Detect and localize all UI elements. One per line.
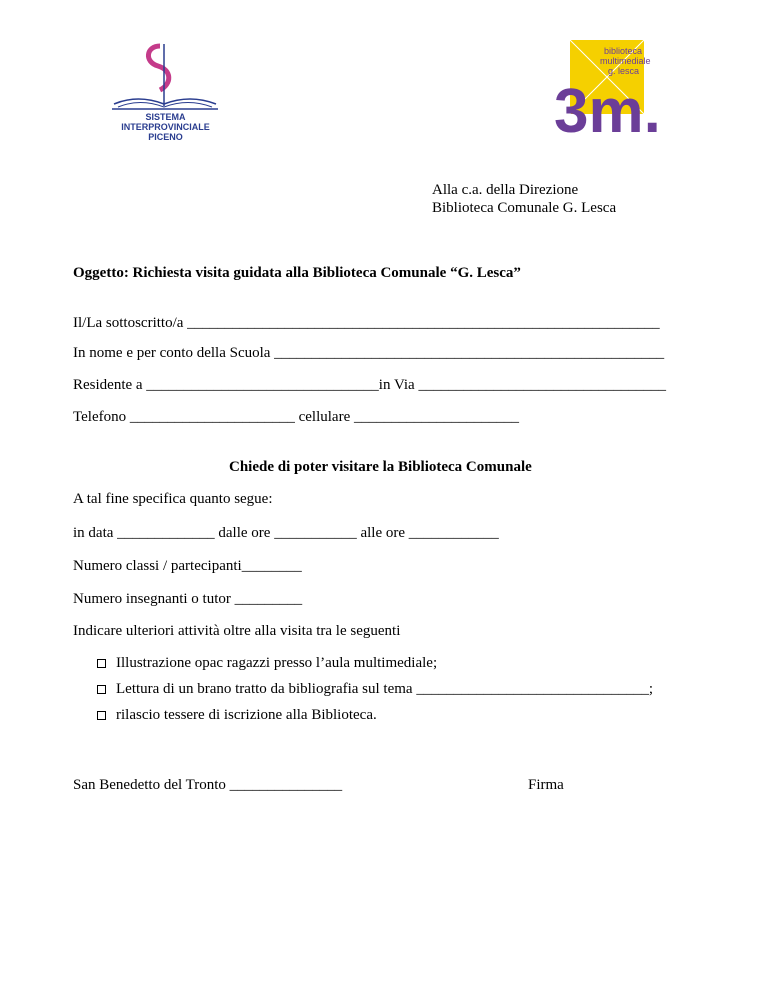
activities-list — [97, 654, 653, 724]
logo-left-line1: SISTEMA — [145, 112, 186, 122]
checkbox-opac[interactable] — [97, 659, 106, 668]
logo-right-text2: multimediale — [600, 56, 651, 66]
insegnanti-field[interactable]: Numero insegnanti o tutor _________ — [73, 591, 303, 607]
activity-label: Lettura di un brano tratto da bibliografia sul tema _______________________________; — [116, 681, 653, 697]
sottoscritto-field[interactable]: Il/La sottoscritto/a _______________________________________________________________ — [73, 315, 660, 331]
s-book-logo-icon — [108, 40, 223, 112]
residente-field[interactable]: Residente a _______________________________in Via _________________________________ — [73, 377, 666, 393]
place-date-field[interactable]: San Benedetto del Tronto _______________ — [73, 777, 343, 793]
activity-label: rilascio tessere di iscrizione alla Biblioteca. — [116, 707, 377, 723]
intro-text: A tal fine specifica quanto segue: — [73, 491, 273, 507]
list-item — [97, 680, 653, 698]
activities-intro: Indicare ulteriori attività oltre alla visita tra le seguenti — [73, 623, 401, 639]
logo-left-line2: INTERPROVINCIALE — [121, 122, 210, 132]
request-heading: Chiede di poter visitare la Biblioteca Comunale — [229, 459, 532, 475]
logo-right-text1: biblioteca — [604, 46, 643, 56]
signature-label: Firma — [528, 777, 564, 793]
telefono-field[interactable]: Telefono ______________________ cellulare ______________________ — [73, 409, 519, 425]
address-line1: Alla c.a. della Direzione — [432, 182, 579, 198]
logo-right-text3: g. lesca — [608, 66, 640, 76]
logo-right-mark: 3m. — [554, 77, 661, 138]
subject-line: Oggetto: Richiesta visita guidata alla Biblioteca Comunale “G. Lesca” — [73, 265, 521, 281]
sistema-interprovinciale-logo — [108, 40, 223, 152]
checkbox-tessere[interactable] — [97, 711, 106, 720]
address-line2: Biblioteca Comunale G. Lesca — [432, 200, 617, 216]
scuola-field[interactable]: In nome e per conto della Scuola ____________________________________________________ — [73, 345, 665, 361]
logo-left-line3: PICENO — [148, 132, 183, 142]
data-field[interactable]: in data _____________ dalle ore ___________ alle ore ____________ — [73, 525, 499, 541]
list-item — [97, 654, 653, 672]
activity-label: Illustrazione opac ragazzi presso l’aula multimediale; — [116, 655, 438, 671]
list-item — [97, 706, 653, 724]
biblioteca-multimediale-logo — [554, 40, 676, 138]
classi-field[interactable]: Numero classi / partecipanti________ — [73, 558, 302, 574]
checkbox-lettura[interactable] — [97, 685, 106, 694]
